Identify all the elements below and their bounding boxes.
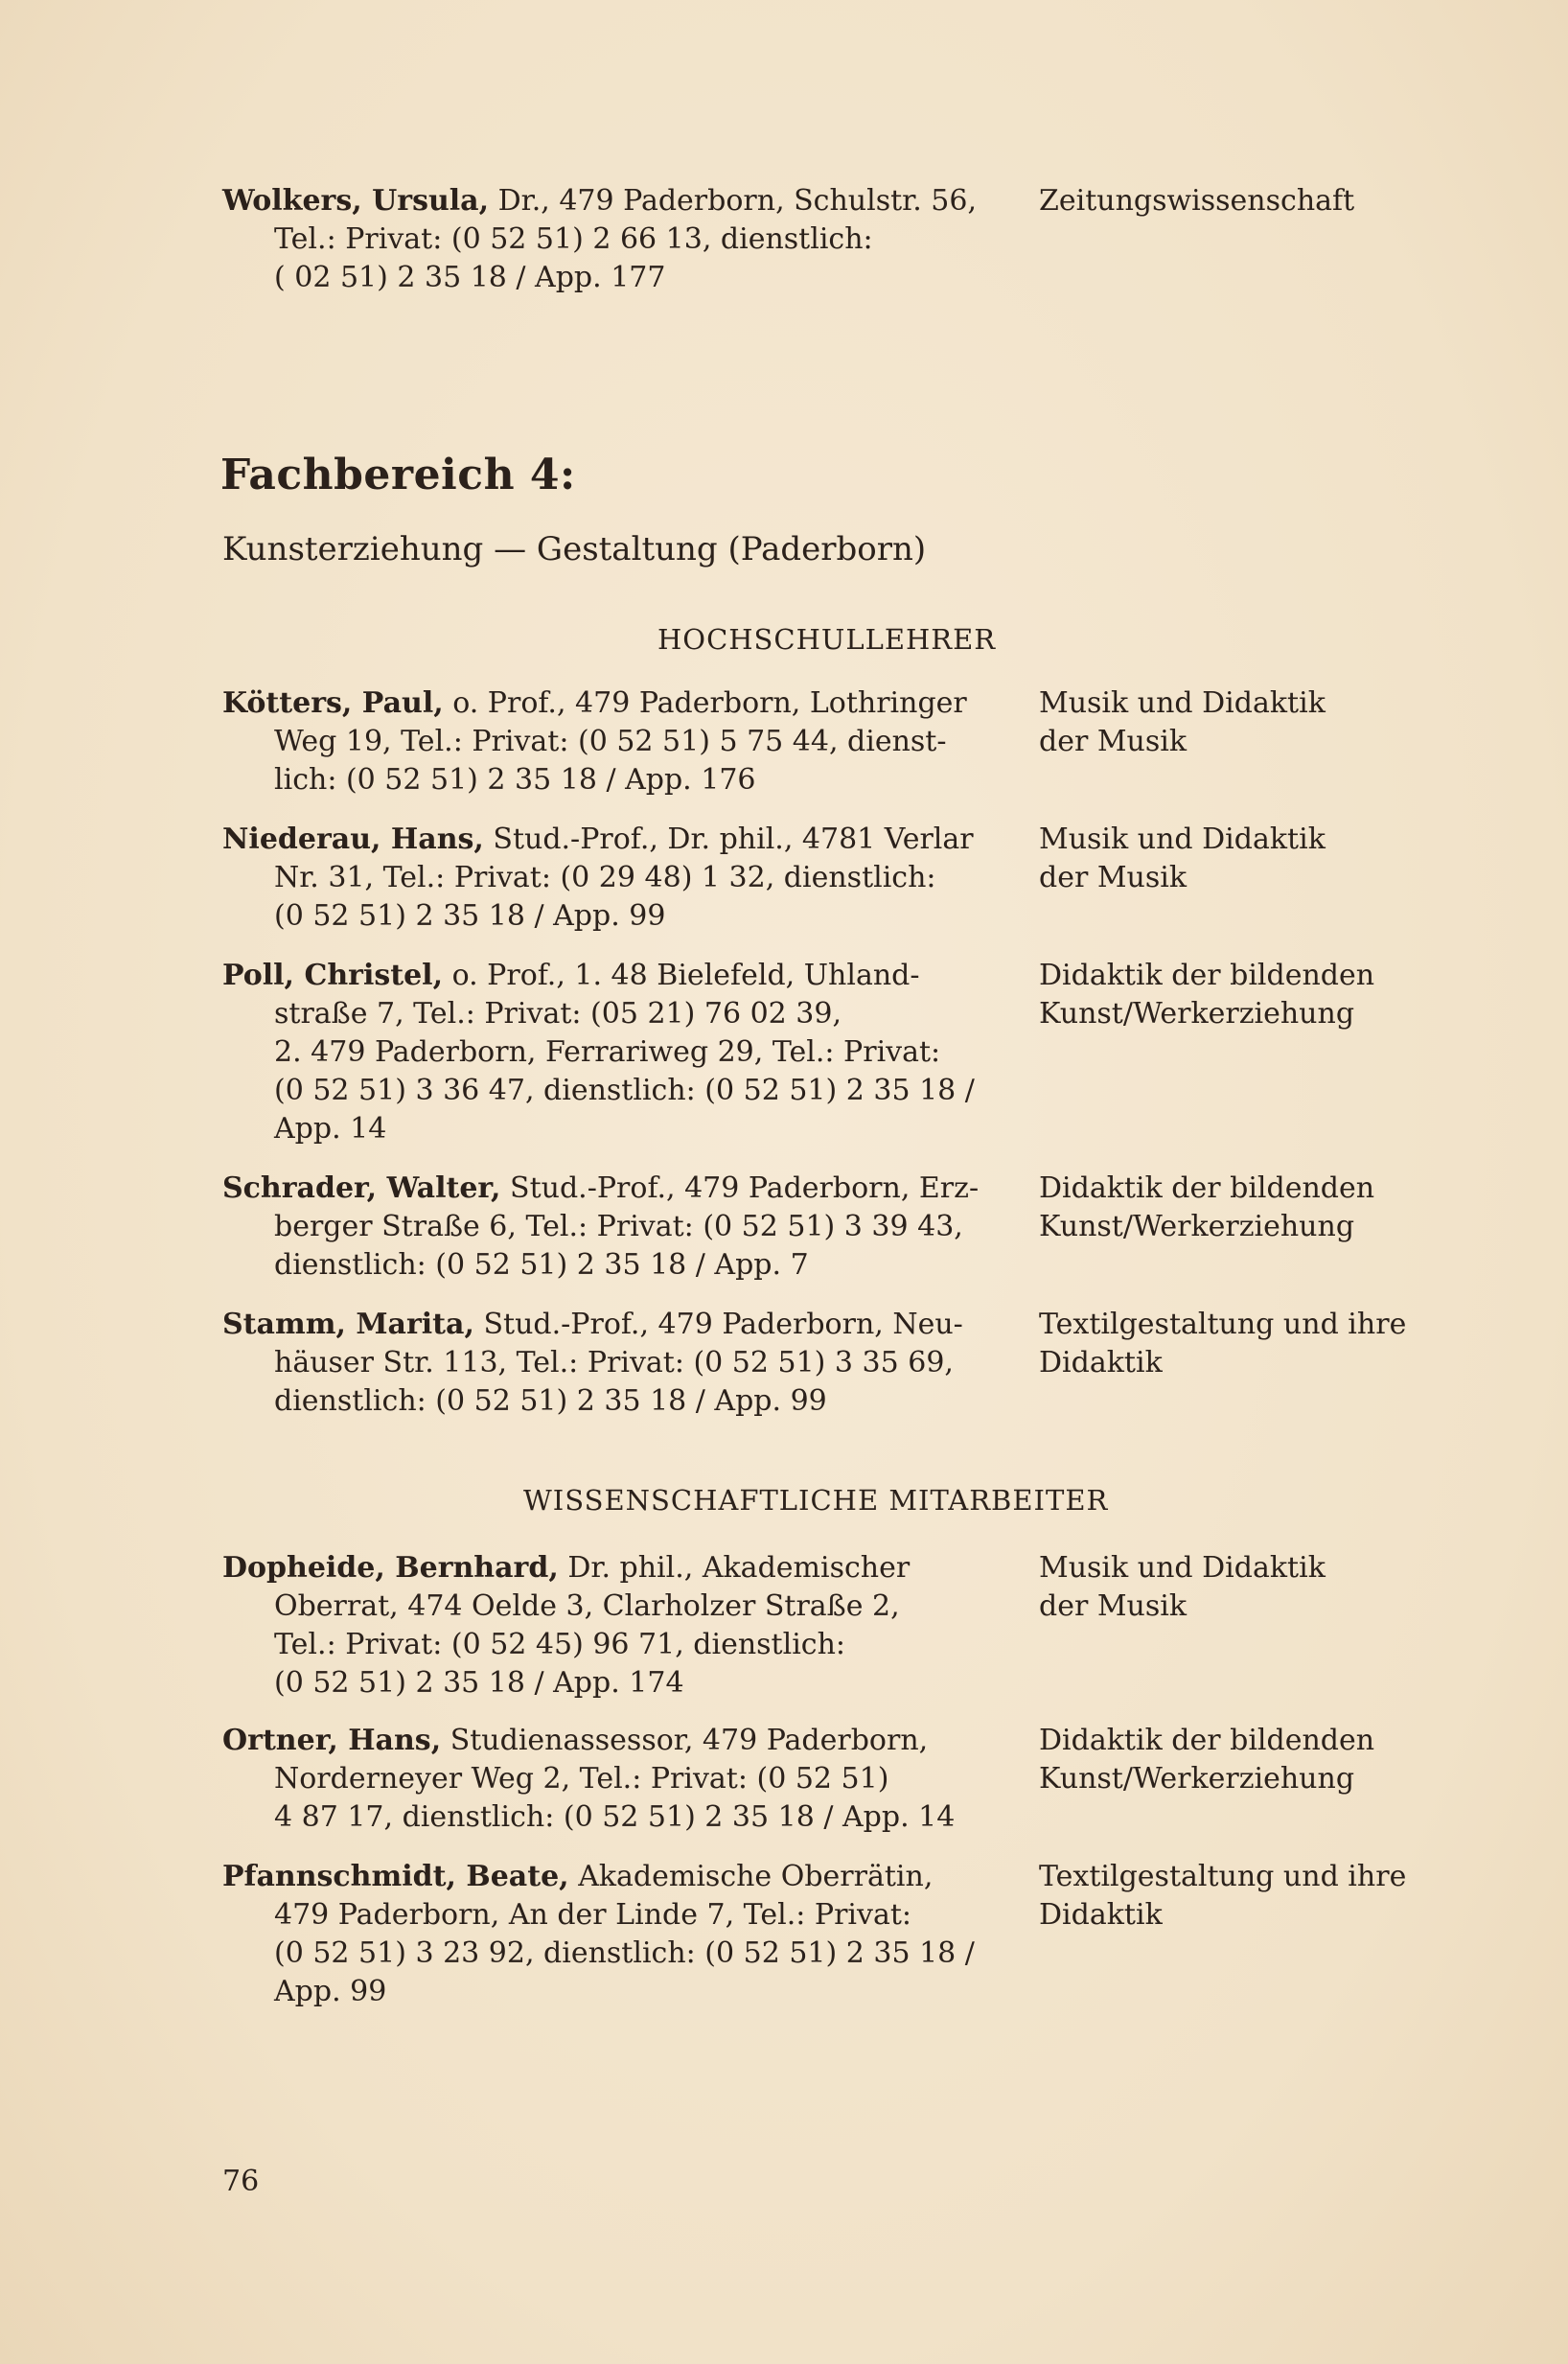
entry-details	[222, 1858, 999, 2011]
subject-line: Zeitungswissenschaft	[1039, 184, 1355, 218]
entry-details	[222, 957, 999, 1148]
entry-line: (0 52 51) 2 35 18 / App. 99	[274, 899, 666, 933]
person-name: Niederau, Hans,	[222, 823, 484, 856]
entry-line: App. 14	[274, 1112, 387, 1146]
entry-line	[222, 1170, 999, 1208]
entry-line: berger Straße 6, Tel.: Privat: (0 52 51) 3 39 43,	[274, 1210, 963, 1243]
entry-text: Stud.-Prof., 479 Paderborn, Neu-	[483, 1308, 963, 1341]
person-name: Schrader, Walter,	[222, 1171, 501, 1205]
person-name: Ortner, Hans,	[222, 1724, 442, 1757]
entry-line: Norderneyer Weg 2, Tel.: Privat: (0 52 51)	[274, 1762, 889, 1796]
subject-area	[1039, 821, 1461, 897]
subject-line: Textilgestaltung und ihre	[1039, 1308, 1407, 1341]
entry-line	[222, 957, 999, 995]
fachbereich-subtitle: Kunsterziehung — Gestaltung (Paderborn)	[222, 530, 927, 568]
entry-line: Tel.: Privat: (0 52 51) 2 66 13, dienstlich:	[274, 222, 873, 256]
subject-area	[1039, 1549, 1461, 1626]
subject-area	[1039, 1858, 1461, 1935]
entry-line: lich: (0 52 51) 2 35 18 / App. 176	[274, 763, 756, 797]
person-name: Stamm, Marita,	[222, 1308, 474, 1341]
fachbereich-heading: Fachbereich 4:	[220, 451, 576, 499]
entry-details	[222, 821, 999, 936]
entry-line: Tel.: Privat: (0 52 45) 96 71, dienstlich:	[274, 1628, 846, 1661]
entry-text: Akademische Oberrätin,	[578, 1860, 934, 1893]
page-number: 76	[222, 2165, 260, 2198]
subject-line: der Musik	[1039, 861, 1188, 894]
entry-text: Dr. phil., Akademischer	[567, 1551, 911, 1585]
entry-line	[222, 182, 999, 220]
entry-line	[222, 1858, 999, 1896]
subject-line: Kunst/Werkerziehung	[1039, 1210, 1355, 1243]
subject-line: Kunst/Werkerziehung	[1039, 997, 1355, 1031]
subject-area	[1039, 957, 1461, 1033]
entry-details	[222, 1170, 999, 1285]
entry-line: (0 52 51) 2 35 18 / App. 174	[274, 1666, 684, 1700]
entry-line: App. 99	[274, 1975, 387, 2008]
subject-area	[1039, 1170, 1461, 1246]
entry-line: 4 87 17, dienstlich: (0 52 51) 2 35 18 / App. 14	[274, 1800, 956, 1834]
subject-line: Didaktik der bildenden	[1039, 959, 1375, 992]
subject-area	[1039, 1306, 1461, 1382]
entry-line: häuser Str. 113, Tel.: Privat: (0 52 51) 3 35 69,	[274, 1346, 954, 1379]
entry-details	[222, 1722, 999, 1837]
subject-line: Textilgestaltung und ihre	[1039, 1860, 1407, 1893]
entry-line: (0 52 51) 3 36 47, dienstlich: (0 52 51) 2 35 18 /	[274, 1074, 975, 1107]
subject-line: Musik und Didaktik	[1039, 686, 1326, 720]
entry-text: o. Prof., 1. 48 Bielefeld, Uhland-	[451, 959, 920, 992]
entry-line	[222, 1722, 999, 1760]
person-name: Poll, Christel,	[222, 959, 444, 992]
entry-text: Stud.-Prof., Dr. phil., 4781 Verlar	[493, 823, 974, 856]
entry-text: o. Prof., 479 Paderborn, Lothringer	[452, 686, 967, 720]
subject-line: der Musik	[1039, 1589, 1188, 1623]
entry-line	[222, 1549, 999, 1588]
section-title-mitarbeiter: WISSENSCHAFTLICHE MITARBEITER	[523, 1484, 1109, 1517]
section-title-hochschullehrer: HOCHSCHULLEHRER	[657, 623, 997, 656]
entry-line: Weg 19, Tel.: Privat: (0 52 51) 5 75 44, dienst-	[274, 725, 947, 758]
entry-line	[222, 821, 999, 859]
subject-area	[1039, 684, 1461, 761]
subject-line: Musik und Didaktik	[1039, 1551, 1326, 1585]
subject-area	[1039, 182, 1461, 220]
entry-line: 2. 479 Paderborn, Ferrariweg 29, Tel.: Privat:	[274, 1035, 941, 1069]
entry-text: Dr., 479 Paderborn, Schulstr. 56,	[497, 184, 978, 218]
subject-area	[1039, 1722, 1461, 1798]
entry-details	[222, 1306, 999, 1421]
entry-line	[222, 1306, 999, 1344]
entry-line: 479 Paderborn, An der Linde 7, Tel.: Privat:	[274, 1898, 911, 1932]
subject-line: Didaktik der bildenden	[1039, 1171, 1375, 1205]
entry-details	[222, 1549, 999, 1703]
subject-line: Kunst/Werkerziehung	[1039, 1762, 1355, 1796]
subject-line: Didaktik	[1039, 1898, 1163, 1932]
entry-line	[222, 684, 999, 723]
entry-text: Studienassessor, 479 Paderborn,	[450, 1724, 929, 1757]
entry-line: Nr. 31, Tel.: Privat: (0 29 48) 1 32, dienstlich:	[274, 861, 936, 894]
entry-line: (0 52 51) 3 23 92, dienstlich: (0 52 51) 2 35 18 /	[274, 1936, 975, 1970]
person-name: Pfannschmidt, Beate,	[222, 1860, 569, 1893]
entry-details	[222, 182, 999, 297]
entry-line: dienstlich: (0 52 51) 2 35 18 / App. 7	[274, 1248, 809, 1282]
subject-line: der Musik	[1039, 725, 1188, 758]
entry-details	[222, 684, 999, 800]
entry-line: ( 02 51) 2 35 18 / App. 177	[274, 261, 666, 294]
subject-line: Musik und Didaktik	[1039, 823, 1326, 856]
person-name: Kötters, Paul,	[222, 686, 444, 720]
person-name: Wolkers, Ursula,	[222, 184, 490, 218]
entry-text: Stud.-Prof., 479 Paderborn, Erz-	[510, 1171, 980, 1205]
person-name: Dopheide, Bernhard,	[222, 1551, 559, 1585]
entry-line: straße 7, Tel.: Privat: (05 21) 76 02 39,	[274, 997, 842, 1031]
subject-line: Didaktik	[1039, 1346, 1163, 1379]
entry-line: Oberrat, 474 Oelde 3, Clarholzer Straße 2,	[274, 1589, 900, 1623]
entry-line: dienstlich: (0 52 51) 2 35 18 / App. 99	[274, 1384, 827, 1418]
subject-line: Didaktik der bildenden	[1039, 1724, 1375, 1757]
